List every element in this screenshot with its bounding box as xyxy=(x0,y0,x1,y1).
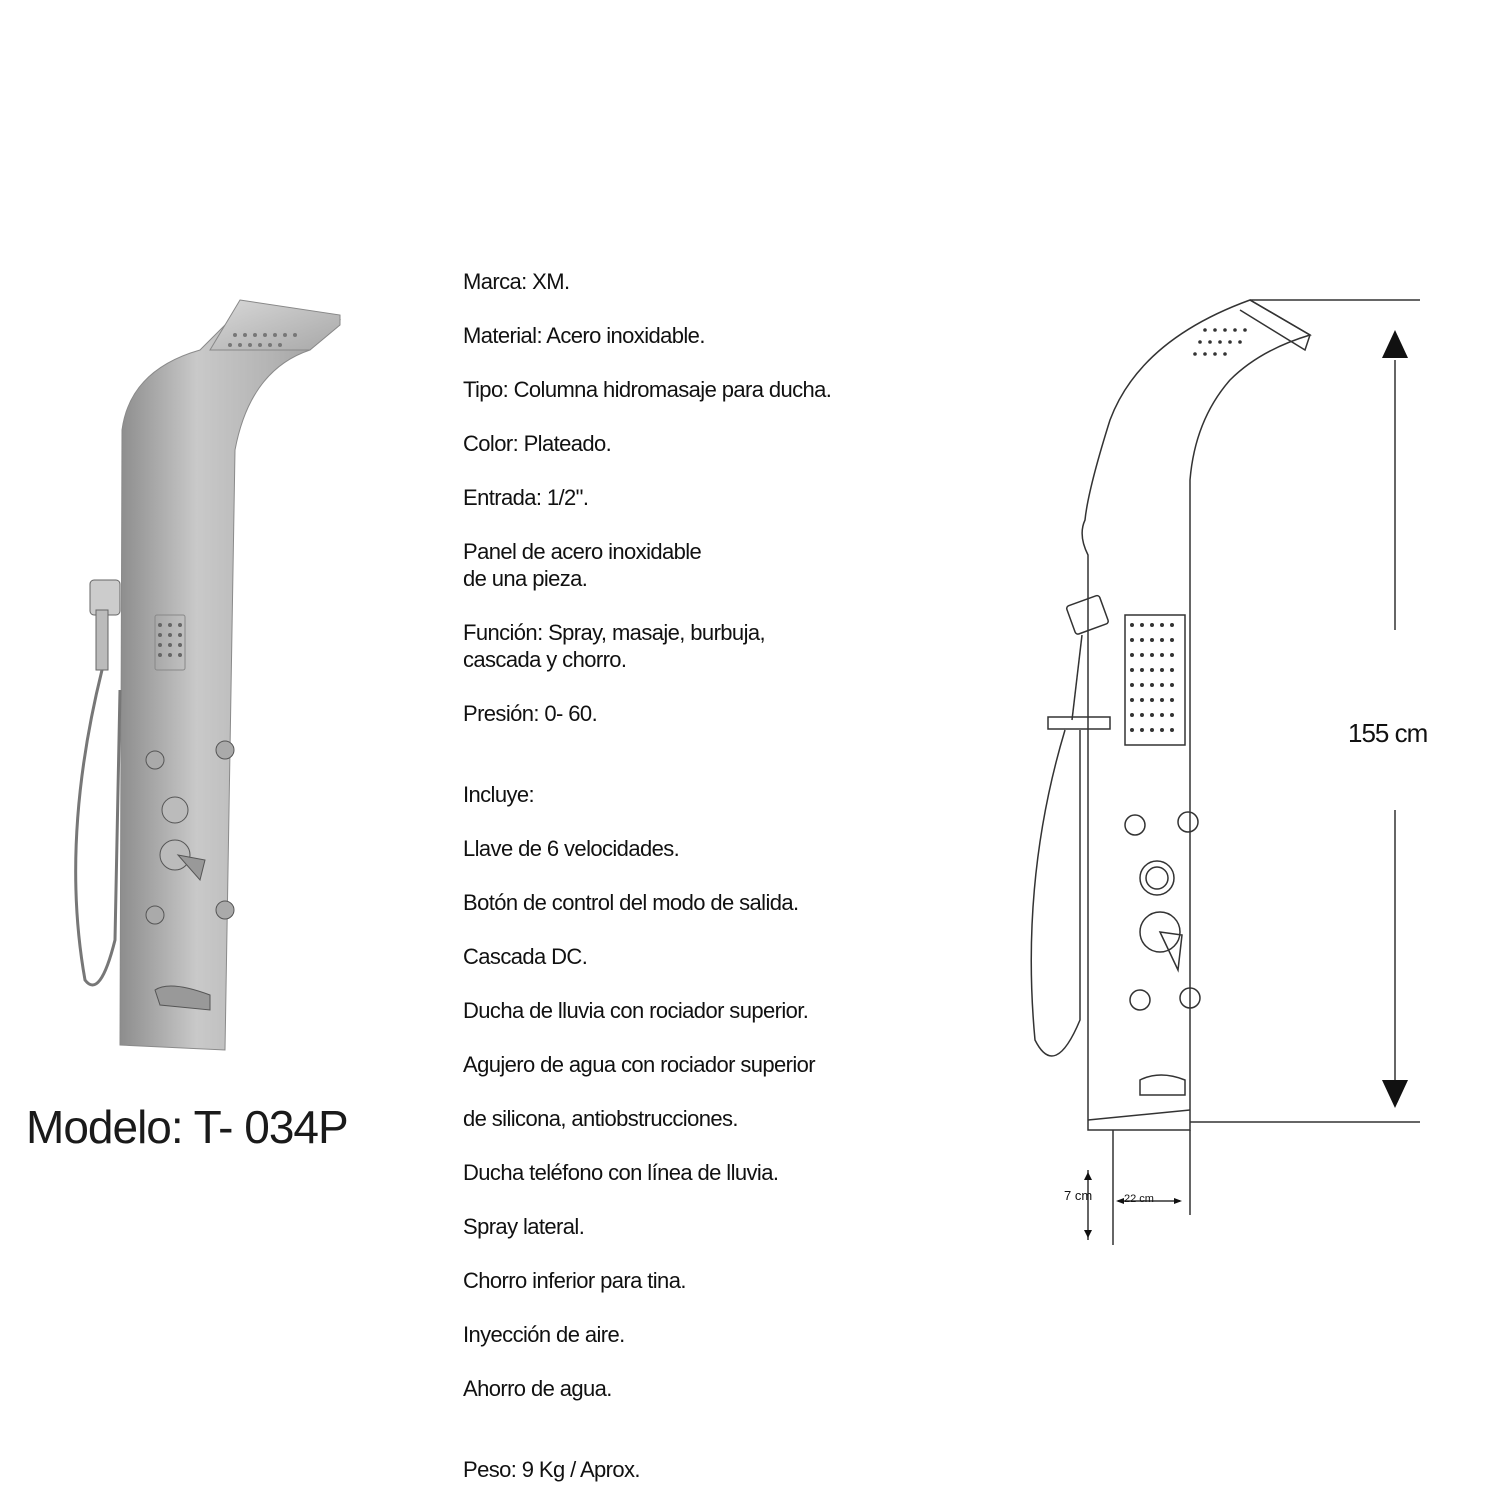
includes-item: Spray lateral. xyxy=(463,1214,585,1239)
spec-brand: Marca: XM. xyxy=(463,269,570,294)
technical-drawing xyxy=(1010,280,1480,1260)
includes-item: Chorro inferior para tina. xyxy=(463,1268,686,1293)
spec-type: Tipo: Columna hidromasaje para ducha. xyxy=(463,377,832,402)
spec-material: Material: Acero inoxidable. xyxy=(463,323,705,348)
includes-item: Inyección de aire. xyxy=(463,1322,625,1347)
width-dimension: 22 cm xyxy=(1124,1193,1154,1205)
spec-color: Color: Plateado. xyxy=(463,431,612,456)
spec-weight: Peso: 9 Kg / Aprox. xyxy=(463,1457,640,1482)
includes-item: de silicona, antiobstrucciones. xyxy=(463,1106,738,1131)
spec-includes xyxy=(463,754,983,1429)
spec-panel: Panel de acero inoxidable de una pieza. xyxy=(463,539,702,591)
spec-inlet: Entrada: 1/2". xyxy=(463,485,589,510)
includes-item: Cascada DC. xyxy=(463,944,588,969)
includes-title: Incluye: xyxy=(463,782,535,807)
includes-item: Agujero de agua con rociador superior xyxy=(463,1052,816,1077)
includes-item: Ducha de lluvia con rociador superior. xyxy=(463,998,809,1023)
specifications xyxy=(463,268,983,1510)
includes-item: Ahorro de agua. xyxy=(463,1376,612,1401)
height-dimension: 155 cm xyxy=(1348,718,1428,748)
includes-item: Botón de control del modo de salida. xyxy=(463,890,799,915)
model-label: Modelo: T- 034P xyxy=(26,1101,348,1153)
depth-dimension: 7 cm xyxy=(1064,1188,1093,1203)
includes-item: Llave de 6 velocidades. xyxy=(463,836,680,861)
spec-pressure: Presión: 0- 60. xyxy=(463,701,598,726)
includes-item: Ducha teléfono con línea de lluvia. xyxy=(463,1160,779,1185)
product-photo xyxy=(60,290,360,1060)
spec-function: Función: Spray, masaje, burbuja, cascada y chorro. xyxy=(463,620,766,672)
